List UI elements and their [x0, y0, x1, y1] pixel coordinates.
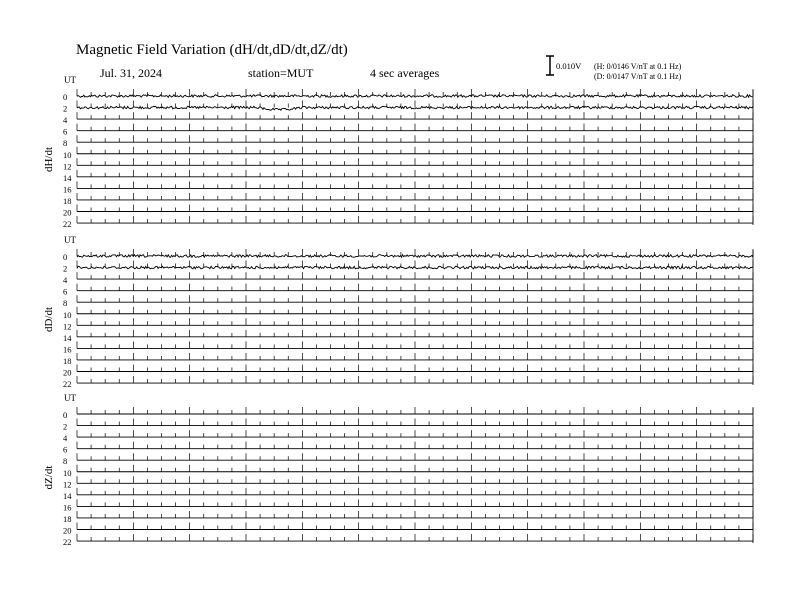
tick-row [77, 353, 753, 360]
tick-row [77, 453, 753, 460]
tick-row [77, 465, 753, 472]
tick-row [77, 341, 753, 348]
tick-row [77, 419, 753, 426]
hour-label: 2 [63, 421, 68, 432]
hour-label: 0 [63, 252, 68, 262]
tick-row [77, 193, 753, 200]
scale-h-note: (H: 0/0146 V/nT at 0.1 Hz) [594, 62, 682, 71]
hour-label: 6 [63, 286, 68, 297]
tick-row [77, 147, 753, 154]
tick-row [77, 181, 753, 188]
tick-row [77, 272, 753, 279]
hour-label: 12 [63, 161, 72, 172]
tick-row [77, 205, 753, 212]
ut-label: UT [64, 75, 76, 85]
hour-label: 18 [63, 513, 72, 524]
tick-row [77, 330, 753, 337]
panel-2 [43, 393, 753, 547]
hour-label: 8 [63, 298, 68, 309]
hour-label: 8 [63, 138, 68, 149]
hour-label: 4 [63, 275, 68, 286]
tick-row [77, 101, 753, 108]
tick-row [77, 430, 753, 437]
scale-value: 0.010V [556, 61, 582, 71]
hour-label: 18 [63, 355, 72, 366]
hour-label: 14 [63, 172, 72, 183]
tick-row [77, 89, 753, 96]
tick-row [77, 135, 753, 142]
hour-label: 22 [63, 537, 72, 548]
tick-row [77, 511, 753, 518]
scale-bar [546, 56, 554, 75]
tick-row [77, 534, 753, 541]
hour-label: 4 [63, 433, 68, 444]
tick-row [77, 442, 753, 449]
hour-label: 16 [63, 184, 72, 195]
hour-label: 10 [63, 149, 72, 160]
hour-label: 20 [63, 207, 72, 218]
tick-row [77, 216, 753, 223]
tick-row [77, 284, 753, 291]
hour-label: 18 [63, 195, 72, 206]
hour-label: 22 [63, 219, 72, 230]
hour-label: 2 [63, 263, 68, 274]
hour-label: 20 [63, 525, 72, 536]
hour-label: 12 [63, 479, 72, 490]
hour-label: 20 [63, 367, 72, 378]
hour-label: 0 [63, 410, 68, 420]
station-label: station=MUT [248, 66, 314, 80]
panel-1 [43, 235, 753, 389]
hour-label: 6 [63, 126, 68, 137]
hour-label: 6 [63, 444, 68, 455]
date-label: Jul. 31, 2024 [100, 66, 163, 80]
hour-label: 14 [63, 490, 72, 501]
hour-label: 22 [63, 379, 72, 390]
tick-row [77, 476, 753, 483]
scale-d-note: (D: 0/0147 V/nT at 0.1 Hz) [594, 72, 682, 81]
tick-row [77, 261, 753, 268]
hour-label: 10 [63, 467, 72, 478]
tick-row [77, 158, 753, 165]
tick-row [77, 488, 753, 495]
hour-label: 10 [63, 309, 72, 320]
hour-label: 0 [63, 92, 68, 102]
ut-label: UT [64, 393, 76, 403]
y-axis-label: dH/dt [43, 146, 55, 173]
ut-label: UT [64, 235, 76, 245]
tick-row [77, 523, 753, 530]
tick-row [77, 365, 753, 372]
tick-row [77, 170, 753, 177]
tick-row [77, 124, 753, 131]
hour-label: 4 [63, 115, 68, 126]
hour-label: 12 [63, 321, 72, 332]
y-axis-label: dD/dt [43, 306, 55, 333]
hour-label: 14 [63, 332, 72, 343]
hour-label: 2 [63, 103, 68, 114]
tick-row [77, 318, 753, 325]
tick-row [77, 407, 753, 414]
hour-label: 16 [63, 502, 72, 513]
tick-row [77, 376, 753, 383]
panel-0 [43, 75, 753, 229]
tick-row [77, 499, 753, 506]
tick-row [77, 307, 753, 314]
tick-row [77, 112, 753, 119]
hour-label: 16 [63, 344, 72, 355]
y-axis-label: dZ/dt [43, 465, 55, 490]
chart-title: Magnetic Field Variation (dH/dt,dD/dt,dZ/dt) [76, 42, 348, 58]
hour-label: 8 [63, 456, 68, 467]
tick-row [77, 295, 753, 302]
averaging-label: 4 sec averages [370, 66, 440, 80]
